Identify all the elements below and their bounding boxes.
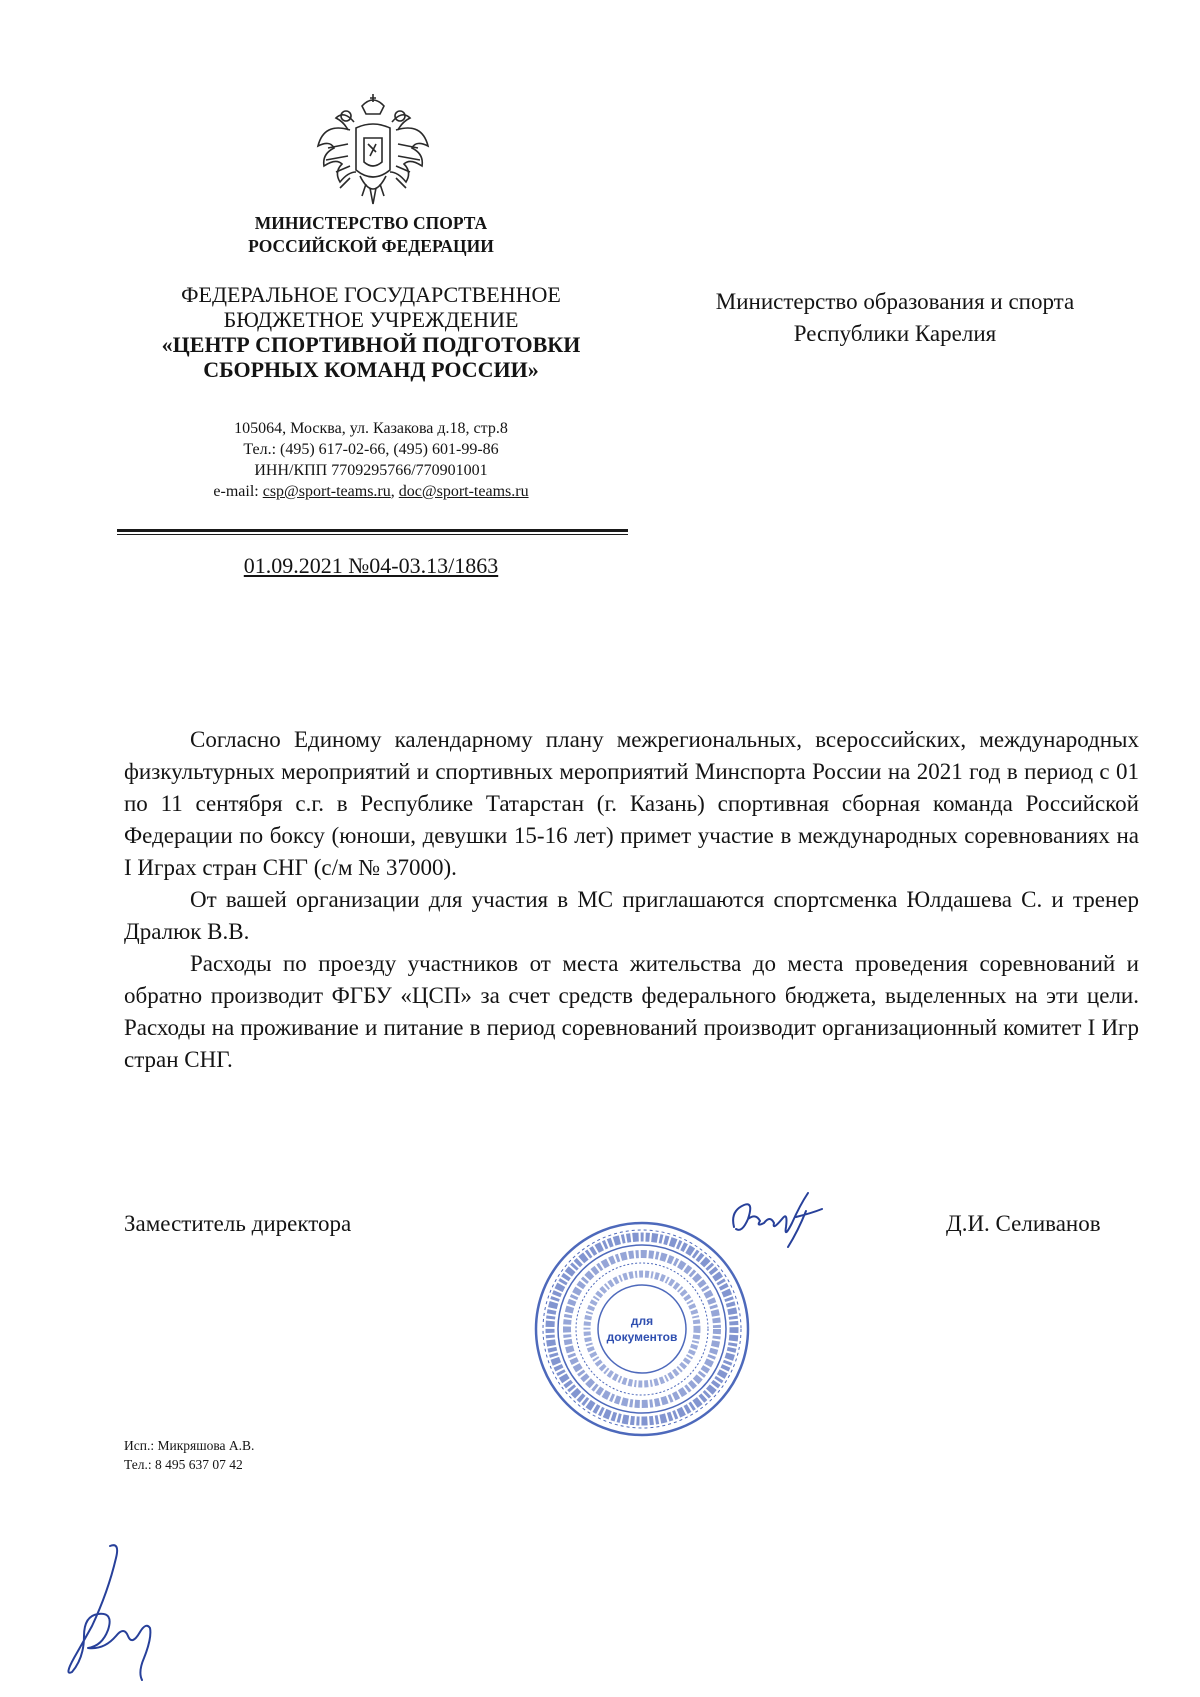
institution-title: СБОРНЫХ КОМАНД РОССИИ» xyxy=(203,357,539,382)
email-link-csp[interactable]: csp@sport-teams.ru xyxy=(262,483,391,500)
executor-name: Исп.: Микряшова А.В. xyxy=(124,1438,255,1453)
letter-body xyxy=(124,724,1139,1076)
institution-line: БЮДЖЕТНОЕ УЧРЕЖДЕНИЕ xyxy=(223,307,519,332)
body-paragraph: Расходы по проезду участников от места жительства до места проведения соревнований и обратно производит ФГБУ «ЦСП» за счет средств федерального бюджета, выделенных на эти цели. Расходы на проживание и питание в период соревнований производит организационный комитет I Игр стран СНГ. xyxy=(124,951,1139,1072)
institution-name xyxy=(112,282,630,382)
recipient-line: Республики Карелия xyxy=(793,321,997,346)
executor-handwritten-signature xyxy=(58,1540,178,1685)
body-paragraph: Согласно Единому календарному плану межрегиональных, всероссийских, международных физкультурных мероприятий и спортивных мероприятий Минспорта России на 2021 год в период с 01 по 11 сентября с.г. в Республике Татарстан (г. Казань) спортивная сборная команда Российской Федерации по боксу (юноши, девушки 15-16 лет) примет участие в международных соревнованиях на I Играх стран СНГ (с/м № 37000). xyxy=(124,727,1139,880)
email-line xyxy=(112,481,630,502)
signatory-position: Заместитель директора xyxy=(124,1211,352,1236)
double-headed-eagle-emblem-icon xyxy=(310,92,436,218)
document-number: 01.09.2021 №04-03.13/1863 xyxy=(243,553,499,578)
institution-line: ФЕДЕРАЛЬНОЕ ГОСУДАРСТВЕННОЕ xyxy=(181,282,561,307)
email-separator: , xyxy=(390,483,399,500)
ministry-line: РОССИЙСКОЙ ФЕДЕРАЦИИ xyxy=(248,236,494,256)
recipient-line: Министерство образования и спорта xyxy=(715,289,1075,314)
email-link-doc[interactable]: doc@sport-teams.ru xyxy=(398,483,529,500)
executor-info xyxy=(124,1436,254,1474)
header-divider-thick xyxy=(117,529,628,532)
institution-title: «ЦЕНТР СПОРТИВНОЙ ПОДГОТОВКИ xyxy=(161,332,581,357)
contact-details xyxy=(112,418,630,502)
inn-kpp: ИНН/КПП 7709295766/770901001 xyxy=(254,462,488,479)
email-prefix: e-mail: xyxy=(213,483,263,500)
address: 105064, Москва, ул. Казакова д.18, стр.8 xyxy=(234,420,508,437)
stamp-text-line: для xyxy=(630,1314,654,1328)
ministry-name xyxy=(112,212,630,258)
official-seal-stamp xyxy=(530,1217,755,1442)
signatory-name: Д.И. Селиванов xyxy=(946,1211,1101,1236)
ministry-line: МИНИСТЕРСТВО СПОРТА xyxy=(254,213,488,233)
executor-phone: Тел.: 8 495 637 07 42 xyxy=(124,1457,243,1472)
body-paragraph: От вашей организации для участия в МС приглашаются спортсменка Юлдашева С. и тренер Дралюк В.В. xyxy=(124,887,1139,944)
header-divider-thin xyxy=(117,534,628,535)
recipient xyxy=(660,286,1130,350)
phone-numbers: Тел.: (495) 617-02-66, (495) 601-99-86 xyxy=(243,441,499,458)
stamp-text-line: документов xyxy=(606,1330,678,1344)
